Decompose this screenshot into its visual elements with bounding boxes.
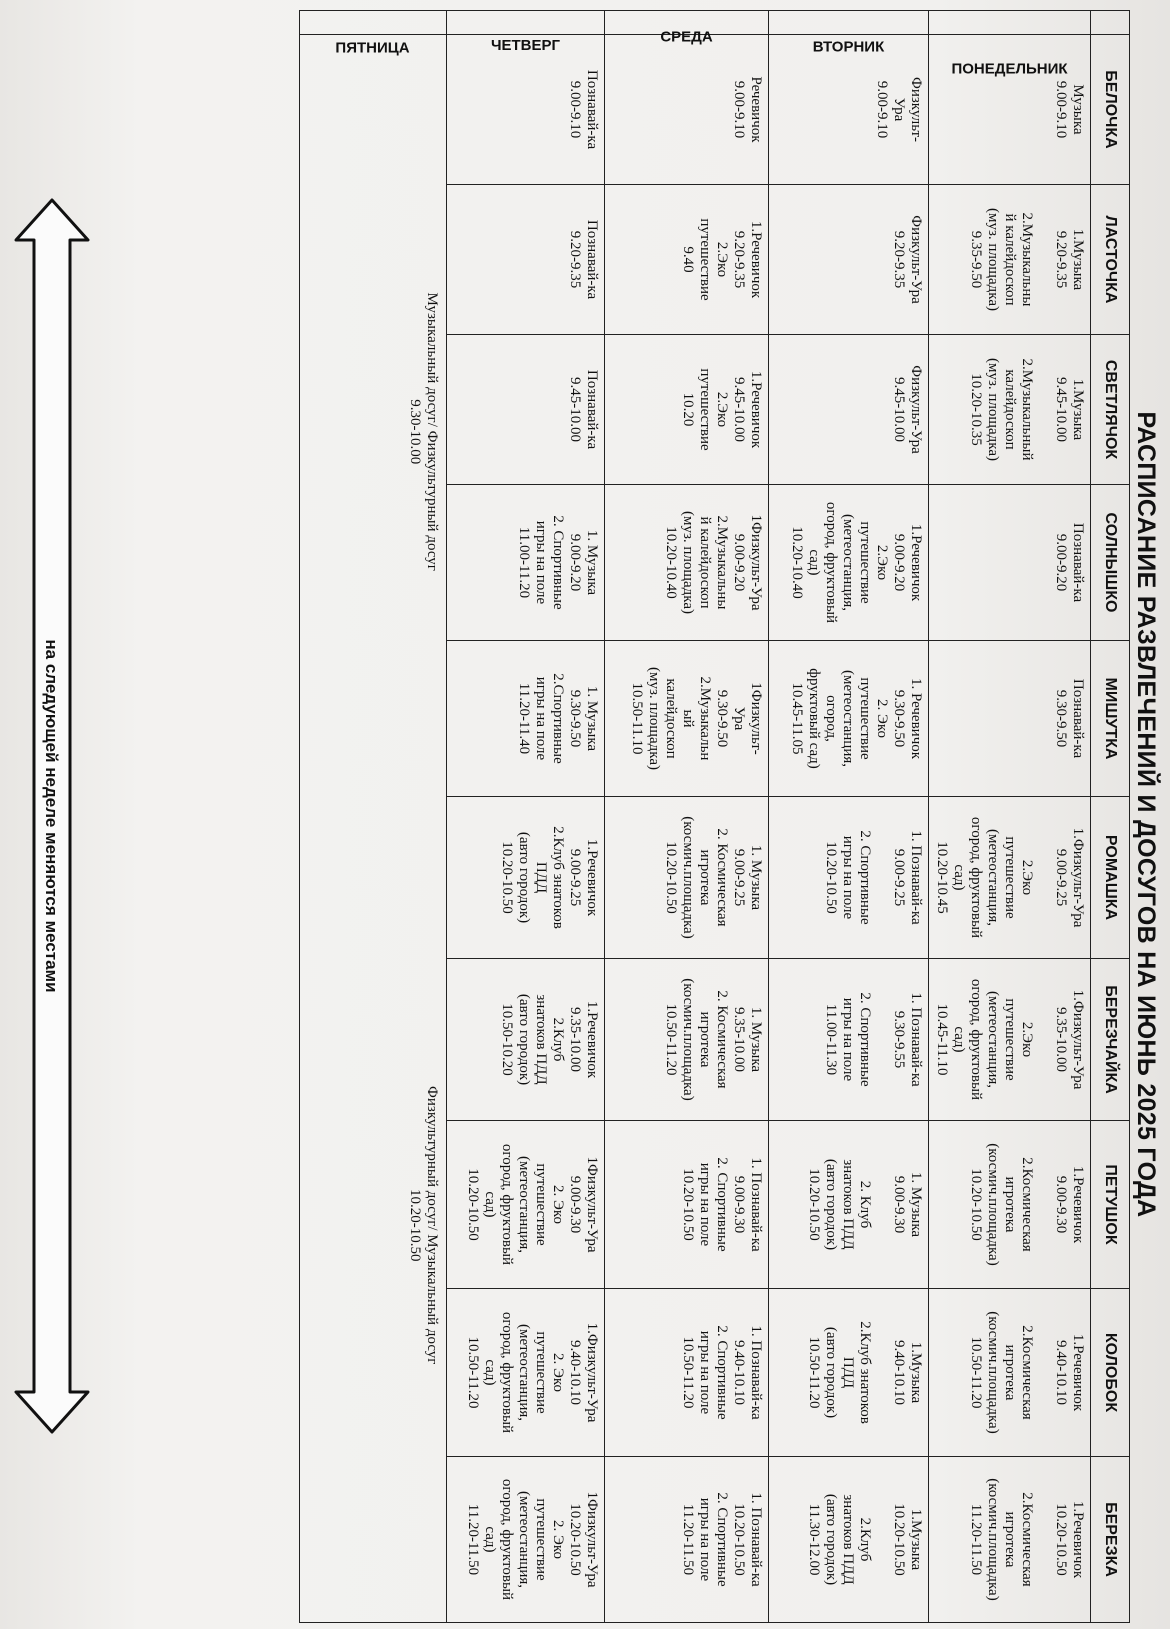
swap-arrow-icon (12, 196, 92, 1436)
schedule-cell: 1Физкульт-Ура 9.00-9.20 2.Музыкальны й калейдоскоп (муз. площадка) 10.20-10.40 (605, 485, 769, 641)
corner-cell (1091, 11, 1130, 35)
friday-right-event: Физкультурный досуг/ Музыкальный досуг 10.20-10.50 (407, 1086, 440, 1365)
schedule-cell: 1.Речевичок 9.20-9.35 2.Эко путешествие 9.40 (605, 185, 769, 335)
group-header: БЕЛОЧКА (1091, 35, 1130, 185)
schedule-cell: 1.Речевичок 9.00-9.20 2.Эко путешествие (метеостанция, огород, фруктовый сад) 10.20-10.40 (769, 485, 929, 641)
schedule-cell: Физкульт-Ура 9.20-9.35 (769, 185, 929, 335)
day-label: ПОНЕДЕЛЬНИК (929, 11, 1091, 35)
group-header: РОМАШКА (1091, 797, 1130, 959)
schedule-cell: 1. Музыка 9.00-9.30 2. Клуб знатоков ПДД (авто городок) 10.20-10.50 (769, 1121, 929, 1289)
schedule-cell: 1.Музыка 9.20-9.35 2.Музыкальны й калейдоскоп (муз. площадка) 9.35-9.50 (929, 185, 1091, 335)
schedule-cell: 1.Речевичок 9.40-10.10 2.Космическая игротека (космич.площадка) 10.50-11.20 (929, 1289, 1091, 1457)
day-label: ПЯТНИЦА (300, 11, 447, 35)
day-row-monday (929, 11, 1091, 1623)
schedule-cell: 1. Познавай-ка 9.30-9.55 2. Спортивные игры на поле 11.00-11.30 (769, 959, 929, 1121)
friday-cell (300, 35, 447, 1623)
schedule-cell: 1.Речевичок 9.35-10.00 2.Клуб знатоков ПДД (авто городок) 10.50-10.20 (447, 959, 605, 1121)
schedule-cell: 1. Музыка 9.00-9.25 2. Космическая игротека (космич.площадка) 10.20-10.50 (605, 797, 769, 959)
schedule-cell: 1Физкульт-Ура 10.20-10.50 2. Эко путешествие (метеостанция, огород, фруктовый сад) 11.20-11.50 (447, 1457, 605, 1623)
document-title: РАСПИСАНИЕ РАЗВЛЕЧЕНИЙ И ДОСУГОВ НА ИЮНЬ 2025 ГОДА (1132, 411, 1160, 1218)
group-header: ЛАСТОЧКА (1091, 185, 1130, 335)
group-header-row (1091, 11, 1130, 1623)
schedule-cell: 1Физкульт-Ура 9.00-9.30 2. Эко путешествие (метеостанция, огород, фруктовый сад) 10.20-10.50 (447, 1121, 605, 1289)
day-label: ВТОРНИК (769, 11, 929, 35)
schedule-table (299, 10, 1130, 1623)
group-header: СОЛНЫШКО (1091, 485, 1130, 641)
schedule-cell: Познавай-ка 9.20-9.35 (447, 185, 605, 335)
schedule-cell: Физкульт- Ура 9.00-9.10 (769, 35, 929, 185)
group-header: БЕРЕЗКА (1091, 1457, 1130, 1623)
schedule-cell: 1. Познавай-ка 9.40-10.10 2. Спортивные игры на поле 10.50-11.20 (605, 1289, 769, 1457)
schedule-cell: Познавай-ка 9.45-10.00 (447, 335, 605, 485)
day-label: ЧЕТВЕРГ (447, 11, 605, 35)
schedule-cell: 1. Музыка 9.00-9.20 2. Спортивные игры на поле 11.00-11.20 (447, 485, 605, 641)
group-header: ПЕТУШОК (1091, 1121, 1130, 1289)
schedule-cell: 1. Познавай-ка 10.20-10.50 2. Спортивные игры на поле 11.20-11.50 (605, 1457, 769, 1623)
schedule-cell: Познавай-ка 9.30-9.50 (929, 641, 1091, 797)
group-header: СВЕТЛЯЧОК (1091, 335, 1130, 485)
schedule-cell: 1. Познавай-ка 9.00-9.30 2. Спортивные игры на поле 10.20-10.50 (605, 1121, 769, 1289)
group-header: БЕРЕЗЧАЙКА (1091, 959, 1130, 1121)
day-row-thursday (447, 11, 605, 1623)
day-row-tuesday (769, 11, 929, 1623)
friday-left-event: Музыкальный досуг/ Физкультурный досуг 9.30-10.00 (407, 292, 440, 571)
schedule-cell: 1.Физкульт-Ура 9.35-10.00 2.Эко путешествие (метеостанция, огород, фруктовый сад) 10.45-11.10 (929, 959, 1091, 1121)
day-row-friday (300, 11, 447, 1623)
schedule-cell: 1. Речевичок 9.30-9.50 2. Эко путешествие (метеостанция, огород, фруктовый сад) 10.45-11.05 (769, 641, 929, 797)
group-header: МИШУТКА (1091, 641, 1130, 797)
schedule-cell: Физкульт-Ура 9.45-10.00 (769, 335, 929, 485)
schedule-cell: 1.Речевичок 9.00-9.30 2.Космическая игротека (космич.площадка) 10.20-10.50 (929, 1121, 1091, 1289)
schedule-cell: 1.Физкульт-Ура 9.40-10.10 2. Эко путешествие (метеостанция, огород, фруктовый сад) 10.50-11.20 (447, 1289, 605, 1457)
schedule-cell: 1.Речевичок 9.00-9.25 2.Клуб знатоков ПДД (авто городок) 10.20-10.50 (447, 797, 605, 959)
schedule-cell: 1.Речевичок 9.45-10.00 2.Эко путешествие 10.20 (605, 335, 769, 485)
schedule-cell: 1.Музыка 9.45-10.00 2.Музыкальный калейдоскоп (муз. площадка) 10.20-10.35 (929, 335, 1091, 485)
schedule-cell: 1.Физкульт-Ура 9.00-9.25 2.Эко путешествие (метеостанция, огород, фруктовый сад) 10.20-10.45 (929, 797, 1091, 959)
schedule-cell: 1Физкульт- Ура 9.30-9.50 2.Музыкальн ый калейдоскоп (муз. площадка) 10.50-11.10 (605, 641, 769, 797)
day-row-wednesday (605, 11, 769, 1623)
schedule-cell: 1. Музыка 9.30-9.50 2.Спортивные игры на поле 11.20-11.40 (447, 641, 605, 797)
schedule-cell: Познавай-ка 9.00-9.20 (929, 485, 1091, 641)
schedule-cell: 1.Речевичок 10.20-10.50 2.Космическая игротека (космич.площадка) 11.20-11.50 (929, 1457, 1091, 1623)
schedule-cell: Познавай-ка 9.00-9.10 (447, 35, 605, 185)
arrow-label: на следующей неделе меняются местами (42, 639, 61, 993)
schedule-cell: 1.Музыка 10.20-10.50 2.Клуб знатоков ПДД (авто городок) 11.30-12.00 (769, 1457, 929, 1623)
schedule-cell: 1. Познавай-ка 9.00-9.25 2. Спортивные игры на поле 10.20-10.50 (769, 797, 929, 959)
schedule-cell: Речевичок 9.00-9.10 (605, 35, 769, 185)
schedule-cell: 1.Музыка 9.40-10.10 2.Клуб знатоков ПДД (авто городок) 10.50-11.20 (769, 1289, 929, 1457)
day-label: СРЕДА (605, 11, 769, 35)
schedule-cell: 1. Музыка 9.35-10.00 2. Космическая игротека (космич.площадка) 10.50-11.20 (605, 959, 769, 1121)
schedule-cell: Музыка 9.00-9.10 (929, 35, 1091, 185)
group-header: КОЛОБОК (1091, 1289, 1130, 1457)
